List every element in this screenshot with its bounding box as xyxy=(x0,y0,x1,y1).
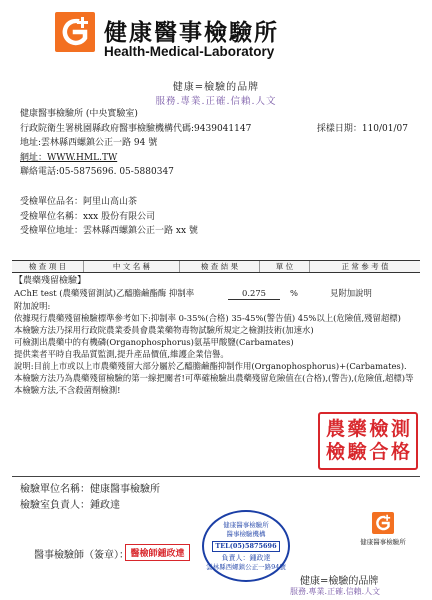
column-header-result: 檢 查 結 果 xyxy=(180,261,260,272)
small-logo-name: 健康醫事檢驗所 xyxy=(360,538,406,546)
stamp-char: 測 xyxy=(390,418,410,440)
results-section xyxy=(14,275,422,396)
brand-logo-icon xyxy=(55,12,95,52)
stamp-tel: TEL(05)5875696 xyxy=(212,541,279,552)
lab-name: 健康醫事檢驗所 (中央實驗室) xyxy=(20,109,138,119)
client-company: 受檢單位名稱：xxx 股份有限公司 xyxy=(20,211,156,222)
lab-address: 地址:雲林縣西螺鎮公正一路 94 號 xyxy=(20,138,158,148)
lab-phone: 聯絡電話:05-5875696. 05-5880347 xyxy=(20,167,174,177)
client-product: 受檢單位品名：阿里山高山茶 xyxy=(20,197,138,207)
result-item-name: AChE test (農藥殘留測試)乙醯膽鹼酯酶 抑制率 xyxy=(14,288,195,298)
client-address: 受檢單位地址：雲林縣西螺鎮公正一路 xx 號 xyxy=(20,226,198,236)
page-header xyxy=(0,0,432,70)
stamp-char: 檢 xyxy=(369,418,389,440)
result-value: 0.275 xyxy=(228,287,280,300)
appendix-line: 提供業者平時自我品質監測,提升產品價值,維護企業信譽。 xyxy=(14,349,229,359)
column-header-unit: 單 位 xyxy=(260,261,310,272)
sample-date: 採樣日期：110/01/07 xyxy=(316,124,408,134)
small-logo-icon xyxy=(372,512,394,534)
small-brand-logo xyxy=(353,512,413,546)
client-info xyxy=(20,195,198,239)
stamp-address: 雲林縣西螺鎮公正一路94號 xyxy=(206,563,286,571)
signature-stamp: 醫檢師鍾政達 xyxy=(125,544,190,561)
lab-info xyxy=(20,107,251,180)
appendix-line: 本檢驗方法,不含殺菌劑檢測! xyxy=(14,385,121,395)
stamp-char: 藥 xyxy=(347,418,367,440)
brand-name-cn: 健康醫事檢驗所 xyxy=(104,20,279,46)
column-header-name: 中 文 名 稱 xyxy=(84,261,180,272)
pesticide-pass-stamp xyxy=(318,412,418,470)
footer-manager: 檢驗室負責人：鍾政達 xyxy=(20,500,120,511)
stamp-char: 檢 xyxy=(326,441,346,463)
result-reference: 見附加說明 xyxy=(330,288,372,298)
doctor-signature-label: 醫事檢驗師（簽章）： xyxy=(34,550,129,561)
stamp-char: 驗 xyxy=(347,441,367,463)
slogan-main: 健康=檢驗的品牌 xyxy=(172,82,260,93)
footer-lab-name: 檢驗單位名稱：健康醫事檢驗所 xyxy=(20,484,160,495)
bottom-slogan-main: 健康=檢驗的品牌 xyxy=(300,576,379,587)
bottom-slogan-values: 服務.專業.正確.信賴.人文 xyxy=(290,587,381,596)
appendix-line: 本檢驗方法乃為農藥殘留檢驗的第一線把關者!可準確檢驗出農藥殘留危險值在(合格),(警告),(危險值,超標)等 xyxy=(14,373,414,383)
lab-official-stamp xyxy=(202,510,290,582)
stamp-line: 健康醫事檢驗所 xyxy=(223,521,269,529)
stamp-char: 農 xyxy=(326,418,346,440)
appendix-line: 本檢驗方法乃採用行政院農業委員會農業藥物毒物試驗所規定之檢測技術(加速水) xyxy=(14,325,314,335)
appendix-line: 說明:目前上市或以上市農藥殘留大部分屬於乙醯膽鹼酯抑制作用(Organophosphorus)+(Carbamates). xyxy=(14,361,407,371)
slogan-values: 服務.專業.正確.信賴.人文 xyxy=(155,96,277,107)
appendix-line: 依據現行農藥殘留檢驗標準參考如下:抑制率 0-35%(合格) 35-45%(警告值) 45%以上(危險值,殘留超標) xyxy=(14,313,401,323)
stamp-manager: 負責人：鍾政達 xyxy=(221,554,271,562)
column-header-reference: 正 常 參 考 值 xyxy=(341,262,389,271)
lab-website: 網址：WWW.HML.TW xyxy=(20,152,118,163)
appendix-line: 可檢測出農藥中的有機磷(Organophosphorus)氨基甲酸鹽(Carbamates) xyxy=(14,337,294,347)
stamp-line: 醫事檢驗機構 xyxy=(226,530,266,538)
appendix-title: 附加說明: xyxy=(14,301,51,311)
stamp-char: 格 xyxy=(390,441,410,463)
lab-license: 行政院衛生署桃園縣政府醫事檢驗機構代碼:9439041147 xyxy=(20,123,252,134)
brand-name-en: Health-Medical-Laboratory xyxy=(104,44,275,59)
section-title: 【農藥殘留檢驗】 xyxy=(14,276,87,286)
footer-divider xyxy=(12,476,420,477)
result-row xyxy=(14,287,422,300)
stamp-char: 合 xyxy=(369,441,389,463)
result-unit: % xyxy=(290,288,298,298)
footer-info xyxy=(20,482,160,514)
column-header-item: 檢 查 項 目 xyxy=(12,261,84,272)
results-table-header xyxy=(12,260,420,273)
